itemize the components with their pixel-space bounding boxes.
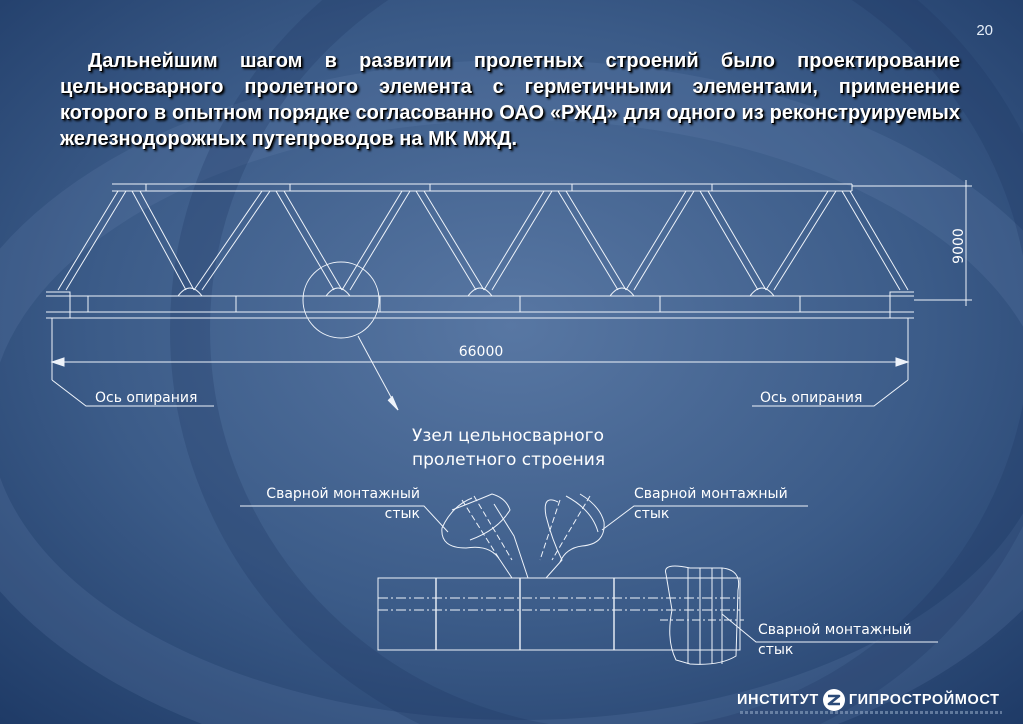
logo-mark-icon xyxy=(822,688,846,712)
support-axis-right-label: Ось опирания xyxy=(760,390,863,406)
slide-number: 20 xyxy=(976,22,993,39)
weld-left-label-line2: стык xyxy=(384,506,420,522)
logo-subline xyxy=(740,711,1002,714)
weld-right-label xyxy=(634,484,814,524)
support-axis-left-label: Ось опирания xyxy=(95,390,198,406)
weld-right-label-line2: стык xyxy=(634,506,670,522)
node-detail-title-line1: Узел цельносварного xyxy=(412,426,604,446)
weld-right-label-line1: Сварной монтажный xyxy=(634,486,788,502)
truss-diagonals xyxy=(58,191,908,290)
weld-left-label xyxy=(240,484,420,524)
height-dimension-label: 9000 xyxy=(951,228,967,264)
truss-nodes xyxy=(178,288,774,296)
top-chord xyxy=(112,184,852,191)
weld-left-label-line1: Сварной монтажный xyxy=(266,486,420,502)
logo-text-right: ГИПРОСТРОЙМОСТ xyxy=(848,692,1000,708)
weld-bottom-label-line2: стык xyxy=(758,642,794,658)
logo-text-left: ИНСТИТУТ xyxy=(737,692,819,708)
weld-bottom-label-line1: Сварной монтажный xyxy=(758,622,912,638)
node-callout-circle xyxy=(303,262,379,338)
span-dimension-label: 66000 xyxy=(458,344,504,360)
intro-paragraph: Дальнейшим шагом в развитии пролетных строений было проектирование цельносварного пролетного элемента с герметичными элементами, применение которого в опытном порядке согласованно ОАО «РЖД» для одного из реконструируемых железнодорожных путепроводов на МК МЖД. xyxy=(60,50,960,150)
institute-logo xyxy=(737,687,1000,713)
weld-bottom-label xyxy=(758,620,938,660)
node-detail-title-line2: пролетного строения xyxy=(412,450,606,470)
bottom-chord xyxy=(46,292,914,318)
